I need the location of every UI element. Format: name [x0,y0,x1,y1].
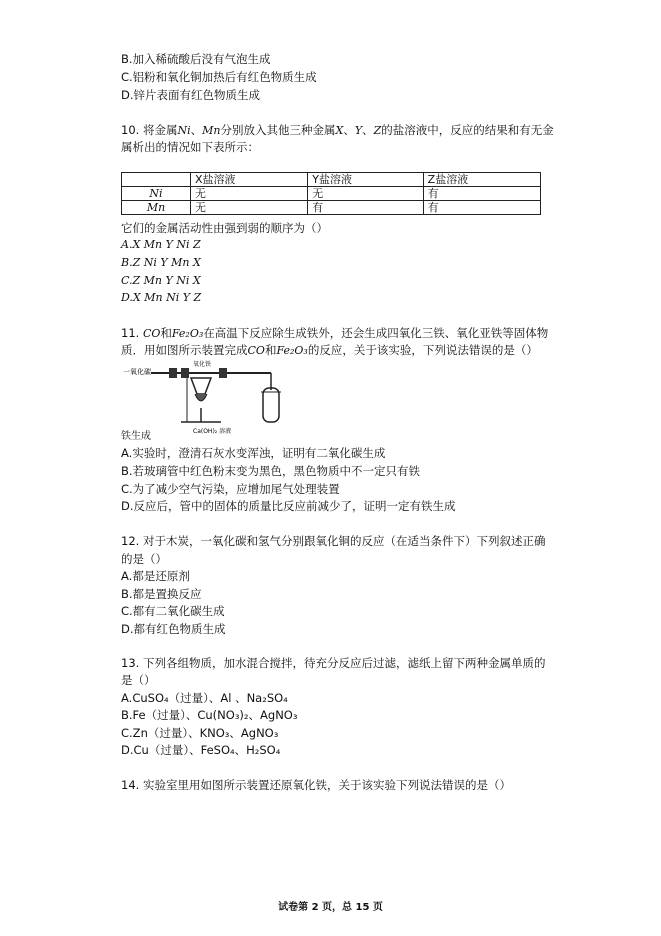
q12-stem: 12. 对于木炭，一氧化碳和氢气分别跟氧化铜的反应（在适当条件下）下列叙述正确 [121,534,546,548]
q13-option-b: B.Fe（过量）、Cu(NO₃)₂、AgNO₃ [121,708,298,722]
table-cell: 有 [423,201,540,215]
q9-option-d: D.锌片表面有红色物质生成 [121,88,261,102]
q12-option-b: B.都是置换反应 [121,587,202,601]
table-header: Z盐溶液 [423,173,540,187]
q11-option-d: D.反应后，管中的固体的质量比反应前减少了，证明一定有铁生成 [121,499,456,513]
q13-option-d: D.Cu（过量）、FeSO₄、H₂SO₄ [121,743,281,757]
page-footer: 试卷第 2 页，总 15 页 [278,902,383,913]
co-reduction-apparatus-figure [121,360,281,440]
q10-question: 它们的金属活动性由强到弱的顺序为（） [121,221,328,235]
q13-stem-line2: 是（） [121,673,156,687]
q12-stem-line2: 的是（） [121,552,167,566]
q11-stem: 11. CO和Fe₂O₃在高温下反应除生成铁外，还会生成四氧化三铁、氧化亚铁等固体物 [121,326,549,340]
figure-caption-iron: 铁生成 [121,431,151,442]
figure-label-oxide: 氧化铁 [193,361,212,368]
table-cell: 无 [191,187,308,201]
figure-label-co: 一氧化碳 [123,368,151,376]
q11-option-b: B.若玻璃管中红色粉末变为黑色，黑色物质中不一定只有铁 [121,464,421,478]
q10-result-table [121,172,541,215]
q12-option-a: A.都是还原剂 [121,569,190,583]
table-cell: 无 [308,187,423,201]
table-header: X盐溶液 [191,173,308,187]
q11-option-a: A.实验时，澄清石灰水变浑浊，证明有二氧化碳生成 [121,446,386,460]
q14-stem: 14. 实验室里用如图所示装置还原氧化铁，关于该实验下列说法错误的是（） [121,778,511,792]
table-header-row [122,173,541,187]
table-cell: 有 [423,187,540,201]
row-label: Mn [122,201,191,215]
q9-option-b: B.加入稀硫酸后没有气泡生成 [121,52,271,66]
q10-option-d: D.X Mn Ni Y Z [121,291,202,304]
q10-stem-line2: 属析出的情况如下表所示： [121,140,259,154]
q10-option-b: B.Z Ni Y Mn X [121,256,201,269]
q11-option-c: C.为了减少空气污染，应增加尾气处理装置 [121,482,340,496]
q13-option-c: C.Zn（过量）、KNO₃、AgNO₃ [121,726,279,740]
q10-option-a: A.X Mn Y Ni Z [121,238,201,251]
table-row [122,201,541,215]
table-row [122,187,541,201]
table-cell: 无 [191,201,308,215]
row-label: Ni [122,187,191,201]
q9-option-c: C.铝粉和氧化铜加热后有红色物质生成 [121,70,317,84]
q12-option-c: C.都有二氧化碳生成 [121,604,225,618]
q10-stem: 10. 将金属Ni、Mn分别放入其他三种金属X、Y、Z的盐溶液中，反应的结果和有无金 [121,123,554,137]
q10-option-c: C.Z Mn Y Ni X [121,274,201,287]
figure-label-solution: Ca(OH)₂ 溶液 [193,428,232,435]
q13-option-a: A.CuSO₄（过量）、Al 、Na₂SO₄ [121,691,288,705]
table-cell: 有 [308,201,423,215]
table-header: Y盐溶液 [308,173,423,187]
q11-stem-line2: 质．用如图所示装置完成CO和Fe₂O₃的反应，关于该实验，下列说法错误的是（） [121,343,538,357]
q12-option-d: D.都有红色物质生成 [121,622,226,636]
q13-stem: 13. 下列各组物质，加水混合搅拌，待充分反应后过滤，滤纸上留下两种金属单质的 [121,656,546,670]
